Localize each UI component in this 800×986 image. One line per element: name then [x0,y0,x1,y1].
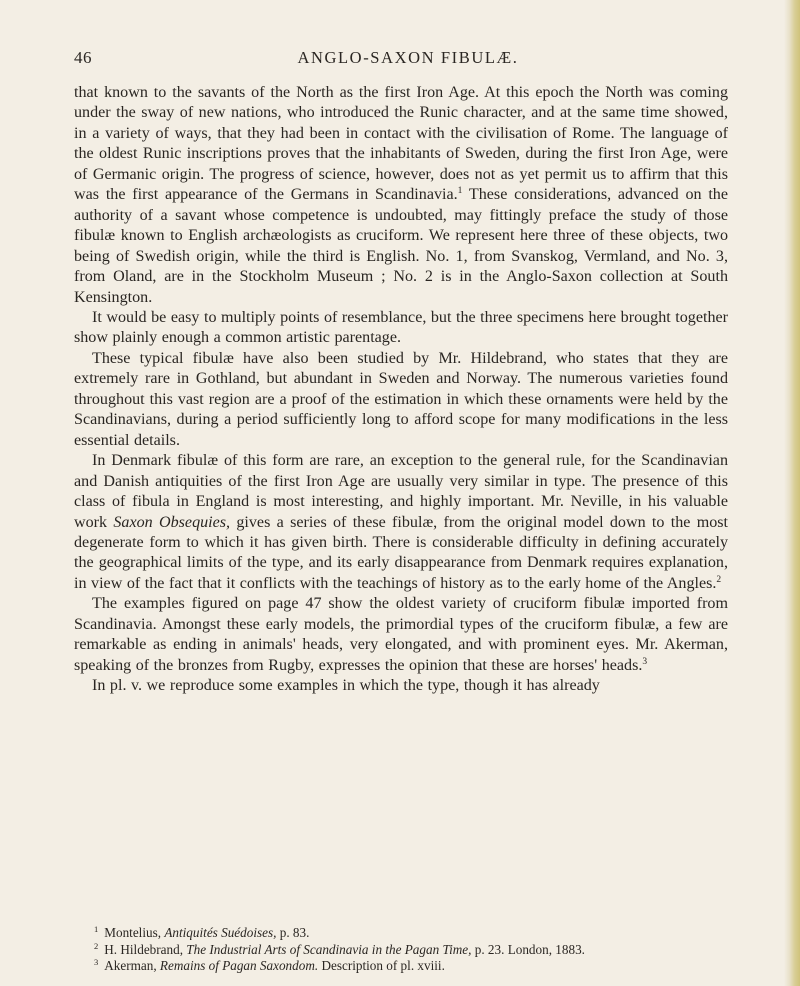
footnote-mark: 1 [94,924,99,934]
footnote-mark: 2 [94,940,99,951]
footnote-1: $^1$ Montelius, Antiquités Suédoises, p. 83. [94,924,310,940]
paragraph-3: These typical fibulæ have also been studied by Mr. Hildebrand, who states that they are extremely rare in Gothland, but abundant in Sweden and Norway. The numerous varieties found throughout this vast region are a proof of the estimation in which these ornaments were held by the Scandinavians, during a period sufficiently long to afford scope for many modifications in the less essential details. [74,349,728,449]
footnote-ref-3: 3 [642,656,648,667]
work-title: Saxon Obsequies, [113,513,231,531]
footnotes [74,925,728,975]
running-title: ANGLO-SAXON FIBULÆ. [297,48,519,67]
body-text [74,83,728,697]
paragraph-5: The examples figured on page 47 show the oldest variety of cruciform fibulæ imported from Scandinavia. Amongst these early models, the primordial types of the cruciform fibulæ, a few are remarkable as ending in animals' heads, very elongated, and with prominent eyes. Mr. Akerman, speaking of the bronzes from Rugby, expresses the opinion that these are horses' heads.$^3$ [74,595,728,674]
paragraph-4: In Denmark fibulæ of this form are rare, an exception to the general rule, for the Scandinavian and Danish antiquities of the first Iron Age are usually very similar in type. The presence of this class of fibula in England is most interesting, and highly important. Mr. Neville, in his valuable work Saxon Obsequies, gives a series of these fibulæ, from the original model down to the most degenerate form to which it has given birth. There is considerable difficulty in defining accurately the geographical limits of the type, and its early disappearance from Denmark requires explanation, in view of the fact that it conflicts with the teachings of history as to the early home of the Angles.$^2$ [74,452,728,592]
paragraph-2: It would be easy to multiply points of resemblance, but the three specimens here brought together show plainly enough a common artistic parentage. [74,308,728,347]
footnote-mark: 3 [94,957,99,967]
page-number: 46 [74,48,92,67]
paragraph-6: In pl. v. we reproduce some examples in which the type, though it has already [92,677,600,695]
footnote-3: $^3$ Akerman, Remains of Pagan Saxondom. Description of pl. xviii. [94,957,445,973]
page-header [74,48,728,74]
footnote-ref-2: 2 [716,574,722,585]
footnote-2: $^2$ H. Hildebrand, The Industrial Arts of Scandinavia in the Pagan Time, p. 23. London, 1883. [94,940,585,957]
paragraph-1: that known to the savants of the North as the first Iron Age. At this epoch the North was coming under the sway of new nations, who introduced the Runic character, and at the same time showed, in a variety of ways, that they had been in contact with the civilisation of Rome. The language of the oldest Runic inscriptions proves that the inhabitants of Sweden, during the first Iron Age, were of Germanic origin. The progress of science, however, does not as yet permit us to affirm that this was the first appearance of the Germans in Scandinavia.$^1$ These considerations, advanced on the authority of a savant whose competence is undoubted, may fittingly preface the study of those fibulæ known to English archæologists as cruciform. We represent here three of these objects, two being of Swedish origin, while the third is English. No. 1, from Svanskog, Vermland, and No. 3, from Oland, are in the Stockholm Museum ; No. 2 is in the Anglo-Saxon collection at South Kensington. [74,84,728,306]
footnote-ref-1: 1 [457,186,463,197]
page-edge [784,0,800,986]
